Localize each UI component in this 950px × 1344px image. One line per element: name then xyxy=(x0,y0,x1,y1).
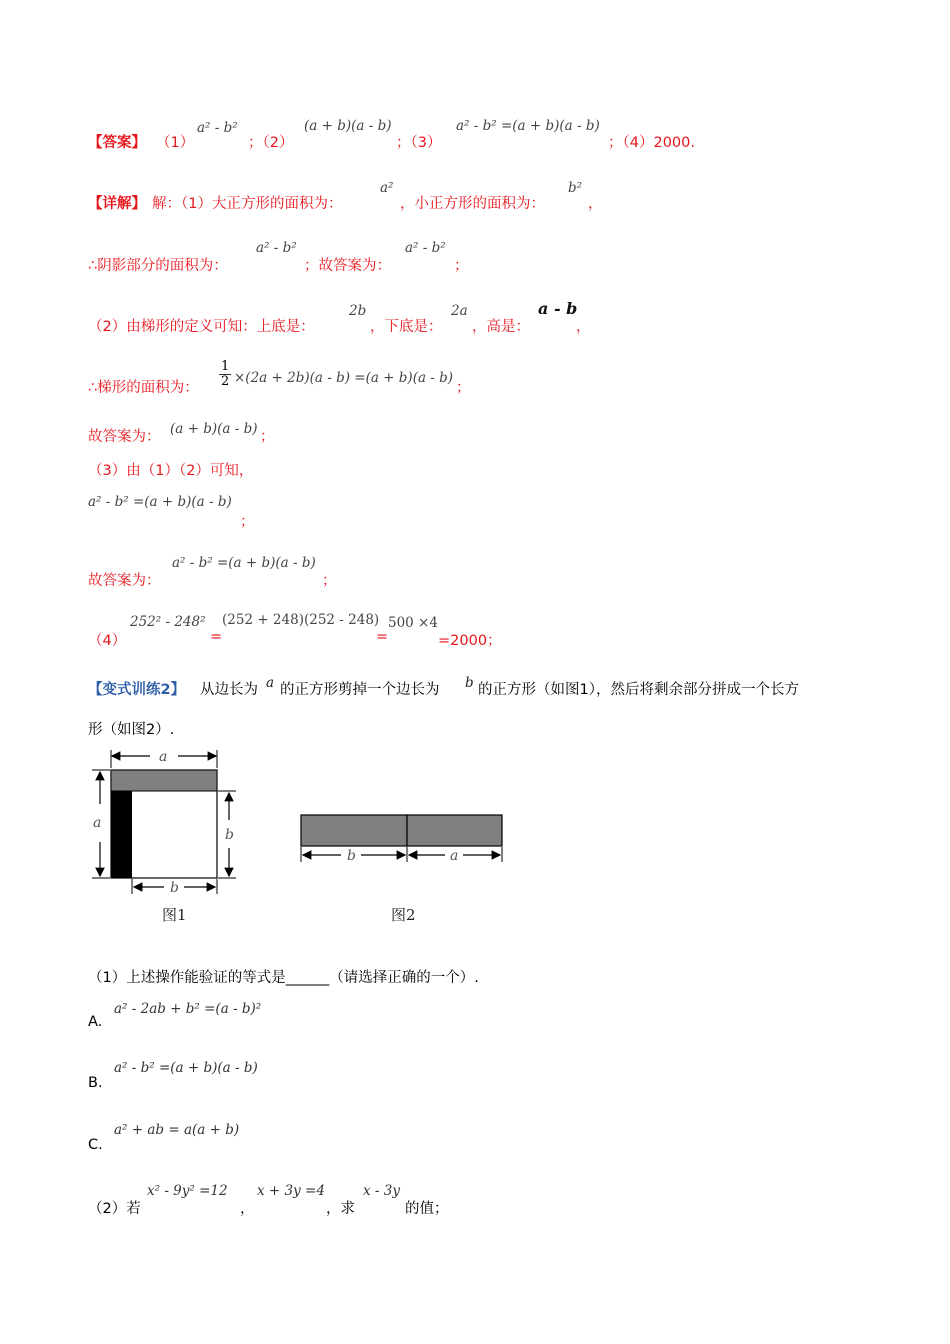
detail-line7-text-c: ； xyxy=(240,514,255,530)
detail-line2-formula-1: a² - b² xyxy=(256,240,297,256)
detail-line2-text-a: ∴阴影部分的面积为： xyxy=(88,258,228,274)
option-c-formula: a² + ab = a(a + b) xyxy=(114,1122,240,1138)
detail-line8-text-a: 故答案为： xyxy=(88,573,161,589)
question2-formula-2: x + 3y =4 xyxy=(257,1183,325,1199)
figure1-label-bottom: b xyxy=(170,880,179,896)
figure2-right-rect xyxy=(407,815,502,846)
detail-line2-text-b: ；故答案为： xyxy=(304,258,391,274)
figure1-caption: 图1 xyxy=(162,906,187,924)
detail-line1-text-b: ，小正方形的面积为： xyxy=(400,196,545,212)
answer-formula-1: a² - b² xyxy=(197,120,238,136)
detail-line5-text-a: 故答案为： xyxy=(88,429,161,445)
option-a-formula: a² - 2ab + b² =(a - b)² xyxy=(114,1001,262,1017)
variant-text-2: 的正方形剪掉一个边长为 xyxy=(280,682,440,698)
variant-var-a: a xyxy=(266,675,275,691)
detail-line1-formula-1: a² xyxy=(380,180,394,196)
detail-line3-text-c: ，高是： xyxy=(472,319,530,335)
figure1-label-right: b xyxy=(225,827,234,843)
detail-line4-text-c: ； xyxy=(456,380,471,396)
fraction-denominator: 2 xyxy=(221,374,230,389)
detail-line8-formula: a² - b² =(a + b)(a - b) xyxy=(172,555,316,571)
detail-line5-text-c: ； xyxy=(260,429,275,445)
detail-line3-formula-3: a - b xyxy=(538,299,578,318)
detail-line9-formula-1: 252² - 248² xyxy=(130,614,206,630)
figure2-label-a: a xyxy=(450,848,459,864)
figure1-black-strip xyxy=(111,791,132,878)
figure-1 xyxy=(88,742,248,932)
answer-label: 【答案】 xyxy=(88,135,146,151)
answer-formula-3: a² - b² =(a + b)(a - b) xyxy=(456,118,600,134)
option-b-letter: B. xyxy=(88,1075,103,1091)
fraction-numerator: 1 xyxy=(221,359,230,374)
detail-line9-eq-1: = xyxy=(210,629,223,645)
detail-line9-eq-2: = xyxy=(376,629,389,645)
variant-label: 【变式训练2】 xyxy=(88,682,186,698)
option-b-formula: a² - b² =(a + b)(a - b) xyxy=(114,1060,258,1076)
answer-formula-2: (a + b)(a - b) xyxy=(304,118,392,134)
detail-line8-text-c: ； xyxy=(322,573,337,589)
detail-line4-formula: ×(2a + 2b)(a - b) =(a + b)(a - b) xyxy=(234,370,454,386)
variant-var-b: b xyxy=(465,675,474,691)
detail-line3-formula-1: 2b xyxy=(349,303,367,319)
detail-line2-formula-2: a² - b² xyxy=(405,240,446,256)
question2-prefix: （2）若 xyxy=(88,1201,141,1217)
detail-line3-text-b: ，下底是： xyxy=(370,319,443,335)
question1-text: （1）上述操作能验证的等式是______（请选择正确的一个）. xyxy=(88,970,479,986)
answer-sep-1: ；（2） xyxy=(248,135,294,151)
detail-line3-formula-2: 2a xyxy=(451,303,468,319)
answer-sep-2: ；（3） xyxy=(396,135,442,151)
detail-line9-text-a: （4） xyxy=(88,633,127,649)
detail-line1-text-c: ， xyxy=(588,196,603,212)
detail-line1-formula-2: b² xyxy=(568,180,583,196)
figure1-label-top: a xyxy=(159,749,168,765)
answer-part1: （1） xyxy=(156,135,195,151)
option-a-letter: A. xyxy=(88,1014,103,1030)
figure2-label-b: b xyxy=(347,848,356,864)
detail-label: 【详解】 xyxy=(88,196,146,212)
question2-sep-1: ， xyxy=(240,1201,255,1217)
detail-line9-formula-3: 500 ×4 xyxy=(388,615,438,631)
question2-formula-1: x² - 9y² =12 xyxy=(147,1183,228,1199)
variant-text-1: 从边长为 xyxy=(200,682,258,698)
figure1-gray-strip xyxy=(111,770,217,791)
figure2-left-rect xyxy=(301,815,407,846)
detail-line2-text-c: ； xyxy=(454,258,469,274)
answer-sep-3: ；（4）2000. xyxy=(608,135,695,151)
detail-line9-end: =2000； xyxy=(438,633,502,649)
fraction-one-half xyxy=(219,360,231,389)
detail-line9-formula-2: (252 + 248)(252 - 248) xyxy=(222,612,380,628)
detail-line4-text-a: ∴梯形的面积为： xyxy=(88,380,199,396)
question2-suffix: 的值； xyxy=(405,1201,449,1217)
figure-2 xyxy=(295,808,510,932)
question2-sep-2: ，求 xyxy=(326,1201,355,1217)
detail-line3-text-a: （2）由梯形的定义可知：上底是： xyxy=(88,319,315,335)
detail-line6: （3）由（1）（2）可知， xyxy=(88,463,254,479)
detail-line1-text-a: 解：（1）大正方形的面积为： xyxy=(152,196,343,212)
option-c-letter: C. xyxy=(88,1137,103,1153)
detail-line3-text-d: ， xyxy=(576,319,591,335)
variant-text-3: 的正方形（如图1），然后将剩余部分拼成一个长方 xyxy=(478,682,799,698)
detail-line5-formula: (a + b)(a - b) xyxy=(170,421,258,437)
detail-line7-formula: a² - b² =(a + b)(a - b) xyxy=(88,494,232,510)
figure2-caption: 图2 xyxy=(391,906,416,924)
variant-text-4: 形（如图2）. xyxy=(88,722,175,738)
figure1-label-left: a xyxy=(93,815,102,831)
question2-formula-3: x - 3y xyxy=(363,1183,400,1199)
